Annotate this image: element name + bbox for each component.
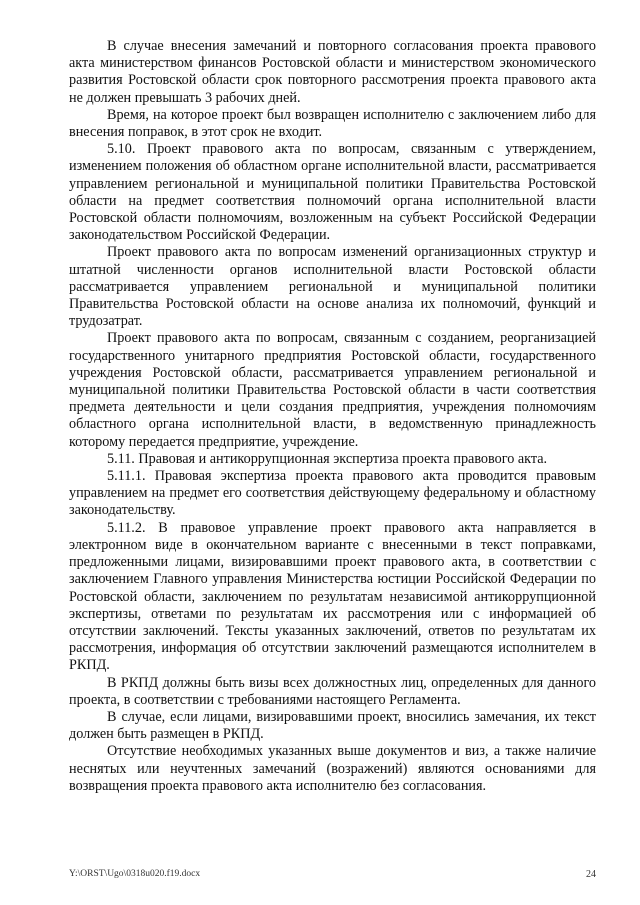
paragraph-3: 5.10. Проект правового акта по вопросам, связанным с утверждением, изменением положения об областном органе исполнительной власти, рассматривается управлением региональной и муниципальной политики Правительства Ростовской области на предмет соответствия полномочий органа исполнительной власти Ростовской области полномочиям, возложенным на субъект Российской Федерации законодательством Российской Федерации. — [69, 141, 596, 244]
paragraph-6: 5.11. Правовая и антикоррупционная экспертиза проекта правового акта. — [107, 450, 548, 467]
paragraph-2: Время, на которое проект был возвращен исполнителю с заключением либо для внесения поправок, в этот срок не входит. — [69, 106, 596, 141]
paragraph-11: Отсутствие необходимых указанных выше документов и виз, а также наличие неснятых или неучтенных замечаний (возражений) являются основаниями для возвращения проекта правового акта исполнителю без согласования. — [69, 743, 596, 794]
paragraph-8: 5.11.2. В правовое управление проект правового акта направляется в электронном виде в окончательном варианте с внесенными в текст поправками, предложенными лицами, визировавшими проект правового акта, в соответствии с заключением Главного управления Министерства юстиции Российской Федерации по Ростовской области, заключением по результатам независимой антикоррупционной экспертизы, ответами по результатам их рассмотрения или с информацией об отсутствии заключений. Тексты указанных заключений, ответов по результатам их рассмотрения, информация об отсутствии заключений размещаются исполнителем в РКПД. — [69, 519, 596, 674]
footer-page-number: 24 — [586, 869, 596, 880]
paragraph-4: Проект правового акта по вопросам изменений организационных структур и штатной численности органов исполнительной власти Ростовской области рассматривается управлением региональной и муниципальной политики Правительства Ростовской области на основе анализа их полномочий, функций и трудозатрат. — [69, 244, 596, 330]
paragraph-5: Проект правового акта по вопросам, связанным с созданием, реорганизацией государственного унитарного предприятия Ростовской области, государственного учреждения Ростовской области, рассматривается управлением региональной и муниципальной политики Правительства Ростовской области в части соответствия предмета деятельности и цели создания предприятия, учреждения полномочиям областного органа исполнительной власти, в ведомственную принадлежность которому передается предприятие, учреждение. — [69, 330, 596, 450]
paragraph-9: В РКПД должны быть визы всех должностных лиц, определенных для данного проекта, в соответствии с требованиями настоящего Регламента. — [69, 674, 596, 708]
footer-file-path: Y:\ORST\Ugo\0318u020.f19.docx — [69, 869, 201, 879]
paragraph-7: 5.11.1. Правовая экспертиза проекта правового акта проводится правовым управлением на предмет его соответствия действующему федеральному и областному законодательству. — [69, 468, 596, 519]
document-body — [69, 38, 596, 795]
paragraph-1: В случае внесения замечаний и повторного согласования проекта правового акта министерством финансов Ростовской области и министерством экономического развития Ростовской области срок повторного рассмотрения проекта правового акта не должен превышать 3 рабочих дней. — [69, 38, 596, 106]
paragraph-10: В случае, если лицами, визировавшими проект, вносились замечания, их текст должен быть размещен в РКПД. — [69, 708, 596, 743]
